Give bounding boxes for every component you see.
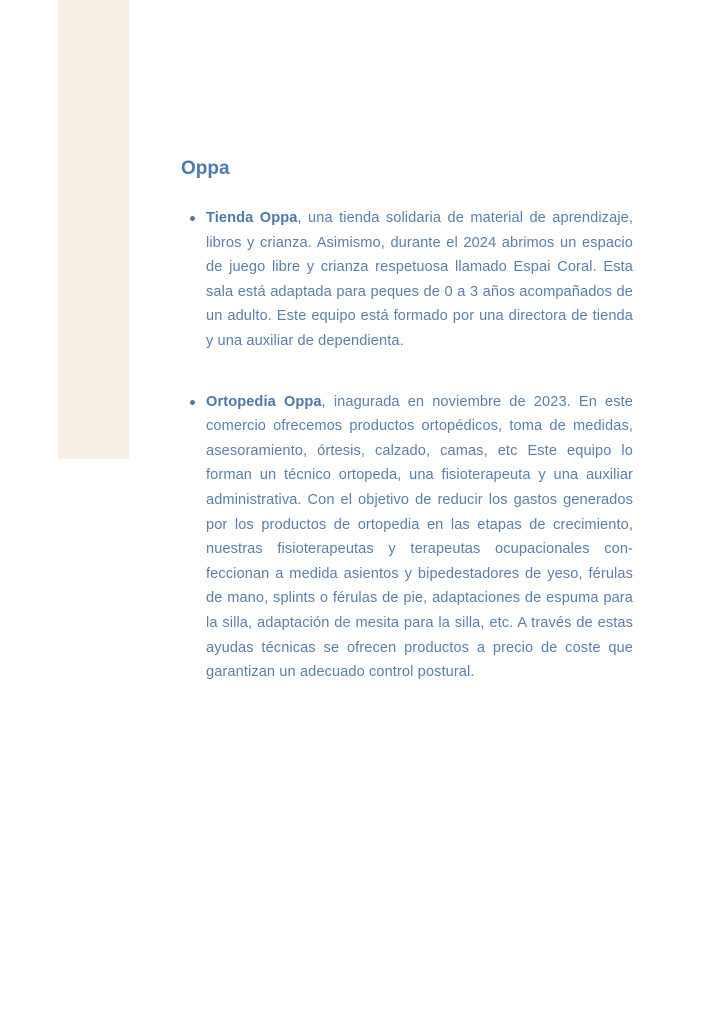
bullet-dot-icon [190, 400, 195, 405]
list-item-ortopedia-oppa [181, 390, 633, 685]
item-name: Ortopedia Oppa [206, 393, 322, 410]
bullet-dot-icon [190, 216, 195, 221]
list-item-tienda-oppa [181, 206, 633, 354]
item-description: , inagurada en noviembre de 2023. En este comercio ofrecemos productos ortopédicos, toma de medidas, asesoramiento, órtesis, calzado, camas, etc Este equipo lo forman un técnico ortopeda, una fisioterapeuta y una auxiliar administrativa. Con el objetivo de reducir los gastos generados por los productos de ortopedia en las etapas de crecimiento, nuestras fisioterapeutas y terapeutas ocupacionales con- feccionan a medida asientos y bipedestadores de yeso, férulas de mano, splints o férulas de pie, adaptaciones de espuma para la silla, adaptación de mesita para la silla, etc. A través de estas ayudas técnicas se ofrecen productos a precio de coste que garantizan un adecuado control postural. [206, 393, 633, 681]
item-description: , una tienda solidaria de material de aprendizaje, libros y crianza. Asimismo, durante el 2024 abrimos un espacio de juego libre y crianza respetuosa llamado Espai Coral. Esta sala está adaptada para peques de 0 a 3 años acompañados de un adulto. Este equipo está formado por una directora de tienda y una auxiliar de dependienta. [206, 210, 633, 349]
section-title: Oppa [181, 158, 230, 179]
decorative-side-band [58, 0, 129, 459]
item-name: Tienda Oppa [206, 210, 298, 226]
bullet-list [181, 206, 633, 685]
